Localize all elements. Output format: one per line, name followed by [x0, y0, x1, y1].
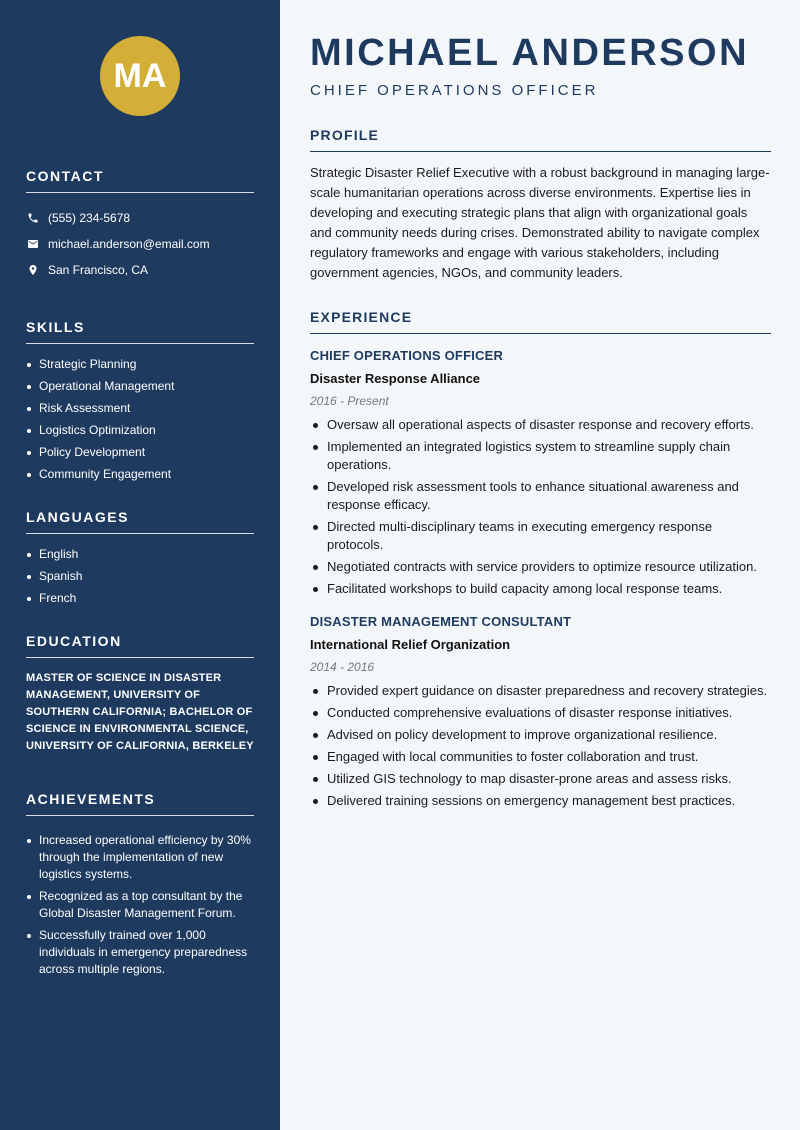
list-item: Successfully trained over 1,000 individuals in emergency preparedness across multiple regions.: [26, 927, 254, 978]
job-title: CHIEF OPERATIONS OFFICER: [310, 348, 504, 363]
phone-icon: [26, 211, 40, 225]
experience-section: [310, 309, 771, 810]
contact-phone-text: (555) 234-5678: [48, 211, 131, 225]
education-text: MASTER OF SCIENCE IN DISASTER MANAGEMENT, UNIVERSITY OF SOUTHERN CALIFORNIA; BACHELOR OF SCIENCE IN ENVIRONMENTAL SCIENCE, UNIVERSITY OF CALIFORNIA, BERKELEY: [26, 672, 254, 752]
list-item: Utilized GIS technology to map disaster-prone areas and assess risks.: [310, 770, 771, 788]
job-bullets: [310, 682, 771, 810]
languages-list: [26, 546, 254, 607]
candidate-title: CHIEF OPERATIONS OFFICER: [310, 82, 599, 99]
list-item: Engaged with local communities to foster collaboration and trust.: [310, 748, 771, 766]
profile-heading: PROFILE: [310, 127, 771, 152]
list-item: Risk Assessment: [26, 400, 254, 417]
achievements-section: [26, 791, 254, 978]
job-entry: [310, 348, 771, 598]
contact-section: [26, 168, 254, 283]
contact-email: [26, 231, 254, 257]
list-item: Directed multi-disciplinary teams in executing emergency response protocols.: [310, 518, 771, 554]
experience-heading: EXPERIENCE: [310, 309, 771, 334]
job-entry: [310, 614, 771, 810]
avatar: MA: [100, 36, 180, 116]
list-item: Provided expert guidance on disaster preparedness and recovery strategies.: [310, 682, 771, 700]
list-item: Logistics Optimization: [26, 422, 254, 439]
list-item: Facilitated workshops to build capacity among local response teams.: [310, 580, 771, 598]
job-dates: 2016 - Present: [310, 394, 389, 408]
job-title: DISASTER MANAGEMENT CONSULTANT: [310, 614, 572, 629]
languages-heading: LANGUAGES: [26, 509, 254, 534]
list-item: Spanish: [26, 568, 254, 585]
list-item: Negotiated contracts with service providers to optimize resource utilization.: [310, 558, 771, 576]
list-item: Conducted comprehensive evaluations of disaster response initiatives.: [310, 704, 771, 722]
list-item: Advised on policy development to improve organizational resilience.: [310, 726, 771, 744]
job-company: International Relief Organization: [310, 637, 511, 652]
location-pin-icon: [26, 263, 40, 277]
skills-section: [26, 319, 254, 483]
profile-section: [310, 127, 771, 283]
list-item: Operational Management: [26, 378, 254, 395]
candidate-name: MICHAEL ANDERSON: [310, 32, 750, 74]
list-item: Developed risk assessment tools to enhance situational awareness and response efficacy.: [310, 478, 771, 514]
skills-list: [26, 356, 254, 483]
achievements-list: [26, 832, 254, 978]
list-item: English: [26, 546, 254, 563]
profile-text: Strategic Disaster Relief Executive with a robust background in managing large-scale humanitarian operations across diverse environments. Expertise lies in developing and executing strategic plans that align with organizational goals and community needs during crises. Demonstrated ability to navigate complex regulatory frameworks and engage with various stakeholders, including government agencies, NGOs, and community leaders.: [310, 165, 770, 280]
list-item: Recognized as a top consultant by the Global Disaster Management Forum.: [26, 888, 254, 922]
email-icon: [26, 237, 40, 251]
languages-section: [26, 509, 254, 607]
contact-heading: CONTACT: [26, 168, 254, 193]
list-item: Policy Development: [26, 444, 254, 461]
contact-location: [26, 257, 254, 283]
job-bullets: [310, 416, 771, 598]
job-company: Disaster Response Alliance: [310, 371, 481, 386]
list-item: Strategic Planning: [26, 356, 254, 373]
education-heading: EDUCATION: [26, 633, 254, 658]
main-content: [280, 0, 800, 1130]
achievements-heading: [26, 791, 254, 816]
contact-phone: [26, 205, 254, 231]
list-item: Oversaw all operational aspects of disaster response and recovery efforts.: [310, 416, 771, 434]
contact-email-text: michael.anderson@email.com: [48, 237, 210, 251]
list-item: Implemented an integrated logistics system to streamline supply chain operations.: [310, 438, 771, 474]
skills-heading: SKILLS: [26, 319, 254, 344]
achievements-heading-text: ACHIEVEMENTS: [26, 791, 156, 807]
sidebar: [0, 0, 280, 1130]
job-dates: 2014 - 2016: [310, 660, 375, 674]
education-section: [26, 633, 254, 755]
contact-location-text: San Francisco, CA: [48, 263, 149, 277]
list-item: Increased operational efficiency by 30% through the implementation of new logistics systems.: [26, 832, 254, 883]
list-item: French: [26, 590, 254, 607]
list-item: Community Engagement: [26, 466, 254, 483]
list-item: Delivered training sessions on emergency management best practices.: [310, 792, 771, 810]
